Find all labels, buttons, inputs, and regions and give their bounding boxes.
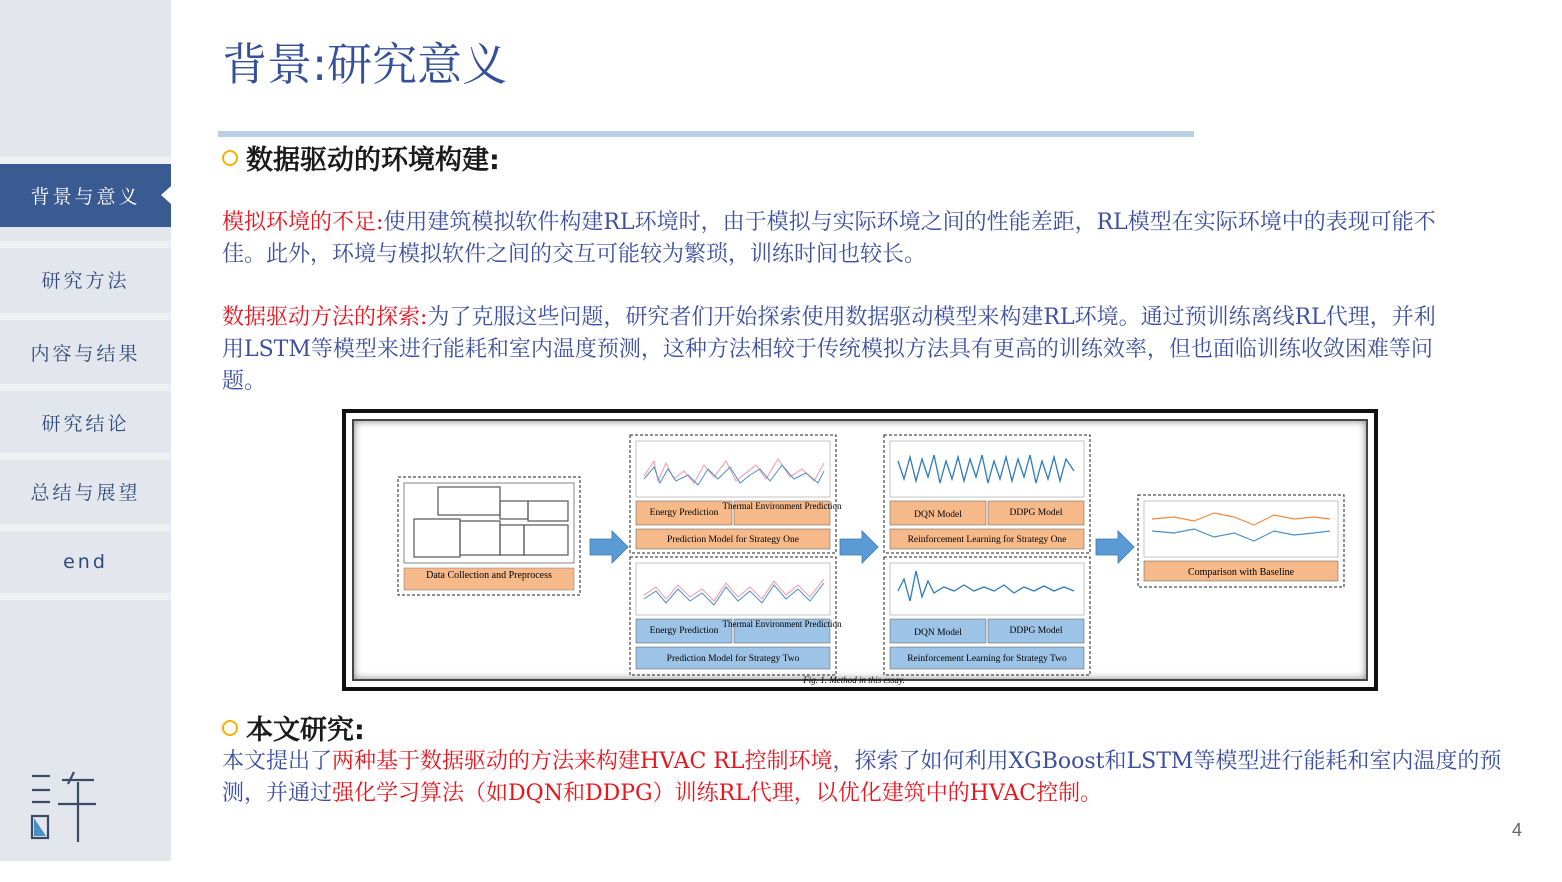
flow-arrow-icon xyxy=(840,531,878,563)
page-title: 背景:研究意义 xyxy=(222,38,508,91)
nav-separator xyxy=(0,313,171,320)
paragraph-text: 为了克服这些问题，研究者们开始探索使用数据驱动模型来构建RL环境。通过预训练离线RL代理，并利用LSTM等模型来进行能耗和室内温度预测，这种方法相较于传统模拟方法具有更高的训练效率，但也面临训练收敛困难等问题。 xyxy=(222,305,1436,394)
nav-separator xyxy=(0,384,171,391)
dqn-label: DQN Model xyxy=(914,510,962,520)
nav-item-label: 研究结论 xyxy=(41,412,130,435)
rl-one-label: Reinforcement Learning for Strategy One xyxy=(907,535,1067,545)
ddpg-label: DDPG Model xyxy=(1009,508,1063,518)
comparison-plot xyxy=(1144,501,1338,557)
flow-arrow-icon xyxy=(590,531,628,563)
paragraph-text: ，探索了如何利用XGBoost和LSTM等模型进行能耗和室内温度的预测，并通过 xyxy=(222,749,1502,806)
method-flowchart xyxy=(354,421,1374,687)
nav-item-content[interactable] xyxy=(0,320,171,384)
xu-character-logo-icon xyxy=(28,770,98,842)
ddpg-label: DDPG Model xyxy=(1009,626,1063,636)
figure-frame xyxy=(352,419,1368,685)
active-arrow-icon xyxy=(161,186,171,204)
section-heading xyxy=(222,708,365,747)
circle-bullet-icon xyxy=(222,150,238,166)
nav-item-label: 总结与展望 xyxy=(30,481,141,504)
paragraph-highlight: 强化学习算法（如DQN和DDPG）训练RL代理，以优化建筑中的HVAC控制。 xyxy=(332,781,1103,806)
thermal-env-label: Thermal Environment Prediction xyxy=(722,501,842,511)
prediction-model-two-label: Prediction Model for Strategy Two xyxy=(666,654,800,664)
paragraph-simulation-shortcoming xyxy=(222,207,1462,271)
circle-bullet-icon xyxy=(222,720,238,736)
comparison-label: Comparison with Baseline xyxy=(1187,567,1295,578)
paragraph-highlight: 两种基于数据驱动的方法来构建HVAC RL控制环境 xyxy=(332,749,833,774)
nav-item-label: 研究方法 xyxy=(41,269,130,292)
nav-item-label: end xyxy=(63,551,108,573)
paragraph-this-study xyxy=(222,746,1512,810)
flow-arrow-icon xyxy=(1096,531,1134,563)
energy-prediction-label: Energy Prediction xyxy=(649,508,719,518)
nav-item-label: 背景与意义 xyxy=(30,186,141,208)
section-heading-text: 本文研究: xyxy=(246,715,365,746)
paragraph-text: 使用建筑模拟软件构建RL环境时，由于模拟与实际环境之间的性能差距，RL模型在实际环境中的表现可能不佳。此外，环境与模拟软件之间的交互可能较为繁琐，训练时间也较长。 xyxy=(222,210,1436,267)
nav-item-label: 内容与结果 xyxy=(30,342,141,365)
figure-caption: Fig. 1. Method in this essay. xyxy=(803,675,905,685)
nav-item-methods[interactable] xyxy=(0,248,171,310)
nav-separator xyxy=(0,453,171,460)
method-figure xyxy=(342,409,1378,691)
paragraph-label: 数据驱动方法的探索: xyxy=(222,305,428,330)
section-heading xyxy=(222,138,500,177)
dqn-label: DQN Model xyxy=(914,628,962,638)
thermal-env-label: Thermal Environment Prediction xyxy=(722,619,842,629)
title-divider xyxy=(218,131,1194,137)
nav-item-background[interactable] xyxy=(0,164,171,227)
nav-separator xyxy=(0,593,171,600)
paragraph-text: 本文提出了 xyxy=(222,749,333,774)
nav-separator xyxy=(0,241,171,248)
nav-item-conclusion[interactable] xyxy=(0,391,171,453)
prediction-model-one-label: Prediction Model for Strategy One xyxy=(667,535,799,545)
nav-item-end[interactable] xyxy=(0,531,171,593)
section-heading-text: 数据驱动的环境构建: xyxy=(246,145,500,176)
rl-two-label: Reinforcement Learning for Strategy Two xyxy=(907,654,1067,664)
paragraph-label: 模拟环境的不足: xyxy=(222,210,384,235)
data-collection-label: Data Collection and Preprocess xyxy=(426,570,552,581)
sidebar xyxy=(0,0,171,861)
nav-separator xyxy=(0,157,171,164)
prediction-one-plot xyxy=(636,441,830,497)
paragraph-data-driven xyxy=(222,302,1444,398)
nav-item-summary[interactable] xyxy=(0,460,171,522)
nav-separator xyxy=(0,524,171,531)
page-number: 4 xyxy=(1512,820,1523,840)
floorplan-image xyxy=(404,483,574,563)
rl-two-plot xyxy=(890,563,1084,615)
prediction-two-plot xyxy=(636,563,830,615)
energy-prediction-label: Energy Prediction xyxy=(649,626,719,636)
